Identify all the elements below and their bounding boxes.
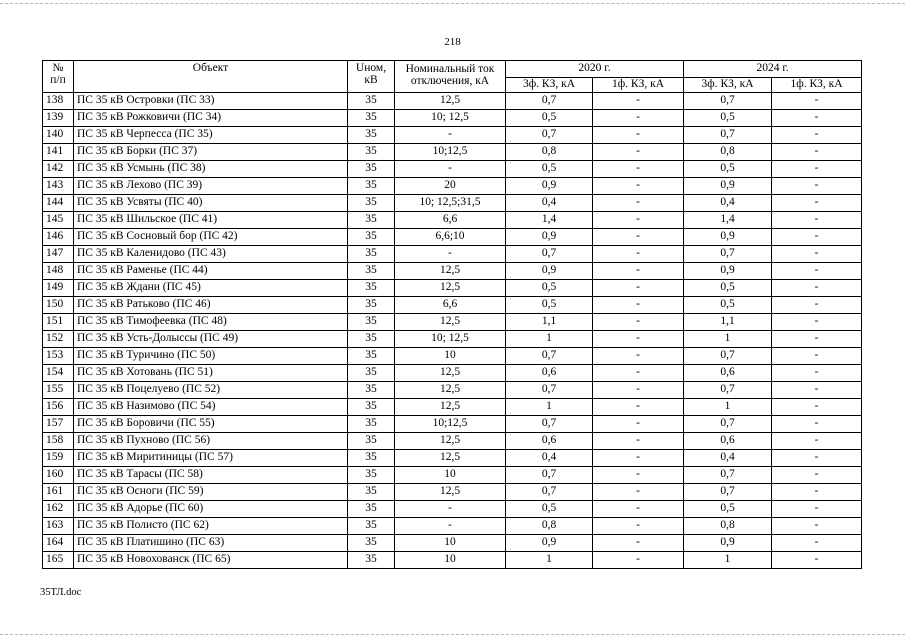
cell-2024-kz3: 0,5 <box>684 280 772 297</box>
cell-unom: 35 <box>348 263 395 280</box>
cell-rated-current: 12,5 <box>395 93 506 110</box>
cell-2020-kz1: - <box>593 314 684 331</box>
cell-2024-kz3: 0,9 <box>684 178 772 195</box>
cell-num: 159 <box>43 450 74 467</box>
cell-rated-current: 12,5 <box>395 314 506 331</box>
cell-2020-kz3: 0,7 <box>506 382 593 399</box>
cell-rated-current: 10 <box>395 348 506 365</box>
cell-unom: 35 <box>348 144 395 161</box>
cell-object: ПС 35 кВ Каленидово (ПС 43) <box>74 246 348 263</box>
cell-unom: 35 <box>348 297 395 314</box>
cell-object: ПС 35 кВ Пухново (ПС 56) <box>74 433 348 450</box>
cell-2024-kz1: - <box>772 433 862 450</box>
cell-rated-current: 12,5 <box>395 263 506 280</box>
cell-num: 156 <box>43 399 74 416</box>
cell-2024-kz1: - <box>772 382 862 399</box>
cell-rated-current: 12,5 <box>395 450 506 467</box>
cell-2024-kz3: 0,9 <box>684 263 772 280</box>
cell-rated-current: 6,6 <box>395 297 506 314</box>
cell-2020-kz3: 0,5 <box>506 110 593 127</box>
cell-2024-kz3: 0,7 <box>684 127 772 144</box>
header-year-2024: 2024 г. <box>684 61 862 78</box>
cell-object: ПС 35 кВ Ратьково (ПС 46) <box>74 297 348 314</box>
cell-2024-kz3: 0,5 <box>684 110 772 127</box>
table-body <box>43 93 862 569</box>
cell-2024-kz1: - <box>772 501 862 518</box>
cell-unom: 35 <box>348 110 395 127</box>
cell-2024-kz1: - <box>772 348 862 365</box>
cell-2024-kz1: - <box>772 314 862 331</box>
cell-2024-kz3: 0,7 <box>684 246 772 263</box>
cell-2024-kz3: 0,8 <box>684 518 772 535</box>
table-row <box>43 399 862 416</box>
cell-unom: 35 <box>348 314 395 331</box>
cell-unom: 35 <box>348 178 395 195</box>
header-2024-kz1: 1ф. КЗ, кА <box>772 78 862 93</box>
cell-2020-kz1: - <box>593 212 684 229</box>
cell-unom: 35 <box>348 229 395 246</box>
cell-num: 160 <box>43 467 74 484</box>
cell-num: 138 <box>43 93 74 110</box>
cell-object: ПС 35 кВ Осноги (ПС 59) <box>74 484 348 501</box>
cell-2024-kz1: - <box>772 365 862 382</box>
cell-2020-kz3: 0,7 <box>506 416 593 433</box>
cell-unom: 35 <box>348 127 395 144</box>
cell-2020-kz1: - <box>593 195 684 212</box>
cell-2020-kz1: - <box>593 365 684 382</box>
cell-2024-kz3: 0,7 <box>684 93 772 110</box>
cell-2024-kz3: 0,9 <box>684 229 772 246</box>
cell-2020-kz1: - <box>593 450 684 467</box>
table-row <box>43 93 862 110</box>
cell-2024-kz1: - <box>772 280 862 297</box>
cell-unom: 35 <box>348 348 395 365</box>
table-row <box>43 365 862 382</box>
cell-2024-kz3: 0,6 <box>684 433 772 450</box>
table-row <box>43 110 862 127</box>
cell-2024-kz1: - <box>772 263 862 280</box>
cell-unom: 35 <box>348 195 395 212</box>
table-row <box>43 552 862 569</box>
cell-2020-kz1: - <box>593 518 684 535</box>
cell-rated-current: 10; 12,5 <box>395 331 506 348</box>
cell-2024-kz1: - <box>772 212 862 229</box>
cell-2020-kz3: 0,9 <box>506 263 593 280</box>
cell-object: ПС 35 кВ Туричино (ПС 50) <box>74 348 348 365</box>
cell-2020-kz3: 0,7 <box>506 467 593 484</box>
cell-2020-kz3: 0,9 <box>506 178 593 195</box>
cell-2024-kz1: - <box>772 450 862 467</box>
cell-2020-kz1: - <box>593 229 684 246</box>
table-row <box>43 348 862 365</box>
header-object: Объект <box>74 61 348 93</box>
cell-num: 161 <box>43 484 74 501</box>
cell-2020-kz3: 1 <box>506 399 593 416</box>
cell-2020-kz3: 0,9 <box>506 229 593 246</box>
cell-2024-kz3: 1 <box>684 399 772 416</box>
cell-2024-kz1: - <box>772 161 862 178</box>
cell-2024-kz1: - <box>772 535 862 552</box>
cell-unom: 35 <box>348 280 395 297</box>
cell-2024-kz1: - <box>772 178 862 195</box>
cell-2020-kz1: - <box>593 416 684 433</box>
cell-2020-kz1: - <box>593 535 684 552</box>
cell-2020-kz3: 0,4 <box>506 450 593 467</box>
table-row <box>43 501 862 518</box>
cell-2024-kz1: - <box>772 331 862 348</box>
cell-unom: 35 <box>348 450 395 467</box>
cell-num: 148 <box>43 263 74 280</box>
cell-object: ПС 35 кВ Борки (ПС 37) <box>74 144 348 161</box>
cell-object: ПС 35 кВ Раменье (ПС 44) <box>74 263 348 280</box>
cell-rated-current: 10; 12,5 <box>395 110 506 127</box>
cell-rated-current: 20 <box>395 178 506 195</box>
cell-2024-kz1: - <box>772 399 862 416</box>
table-row <box>43 246 862 263</box>
cell-object: ПС 35 кВ Назимово (ПС 54) <box>74 399 348 416</box>
table-row <box>43 382 862 399</box>
cell-num: 154 <box>43 365 74 382</box>
cell-rated-current: 12,5 <box>395 433 506 450</box>
cell-2020-kz3: 0,4 <box>506 195 593 212</box>
cell-2020-kz1: - <box>593 178 684 195</box>
cell-rated-current: - <box>395 161 506 178</box>
cell-2024-kz1: - <box>772 93 862 110</box>
cell-num: 155 <box>43 382 74 399</box>
cell-2020-kz3: 0,7 <box>506 246 593 263</box>
cell-num: 150 <box>43 297 74 314</box>
cell-num: 141 <box>43 144 74 161</box>
cell-2020-kz1: - <box>593 144 684 161</box>
cell-2024-kz3: 0,7 <box>684 467 772 484</box>
cell-2024-kz1: - <box>772 416 862 433</box>
cell-2024-kz3: 0,5 <box>684 297 772 314</box>
cell-2024-kz1: - <box>772 467 862 484</box>
cell-2024-kz3: 0,9 <box>684 535 772 552</box>
page-number: 218 <box>444 36 461 48</box>
cell-rated-current: - <box>395 127 506 144</box>
cell-unom: 35 <box>348 212 395 229</box>
table-row <box>43 297 862 314</box>
table-row <box>43 229 862 246</box>
cell-2020-kz3: 1,1 <box>506 314 593 331</box>
cell-num: 164 <box>43 535 74 552</box>
cell-object: ПС 35 кВ Новохованск (ПС 65) <box>74 552 348 569</box>
cell-2020-kz1: - <box>593 331 684 348</box>
cell-2024-kz3: 0,7 <box>684 348 772 365</box>
cell-object: ПС 35 кВ Платишино (ПС 63) <box>74 535 348 552</box>
cell-2020-kz1: - <box>593 263 684 280</box>
table-row <box>43 263 862 280</box>
cell-rated-current: 12,5 <box>395 399 506 416</box>
table-row <box>43 484 862 501</box>
cell-num: 143 <box>43 178 74 195</box>
cell-2020-kz3: 0,7 <box>506 127 593 144</box>
table-row <box>43 433 862 450</box>
cell-unom: 35 <box>348 433 395 450</box>
header-num: № п/п <box>43 61 74 93</box>
cell-unom: 35 <box>348 399 395 416</box>
cell-unom: 35 <box>348 467 395 484</box>
cell-2024-kz1: - <box>772 246 862 263</box>
scan-edge-bottom <box>0 634 905 635</box>
cell-2020-kz1: - <box>593 93 684 110</box>
cell-object: ПС 35 кВ Поцелуево (ПС 52) <box>74 382 348 399</box>
cell-unom: 35 <box>348 416 395 433</box>
cell-unom: 35 <box>348 331 395 348</box>
scan-edge-top <box>0 3 905 4</box>
cell-rated-current: - <box>395 501 506 518</box>
cell-unom: 35 <box>348 484 395 501</box>
table-row <box>43 331 862 348</box>
cell-2024-kz1: - <box>772 552 862 569</box>
cell-num: 142 <box>43 161 74 178</box>
short-circuit-current-table <box>42 60 862 569</box>
cell-num: 153 <box>43 348 74 365</box>
table-row <box>43 280 862 297</box>
cell-unom: 35 <box>348 382 395 399</box>
cell-2024-kz3: 0,7 <box>684 382 772 399</box>
cell-object: ПС 35 кВ Лехово (ПС 39) <box>74 178 348 195</box>
cell-rated-current: 12,5 <box>395 280 506 297</box>
cell-num: 144 <box>43 195 74 212</box>
cell-num: 165 <box>43 552 74 569</box>
cell-2024-kz1: - <box>772 144 862 161</box>
cell-rated-current: 10;12,5 <box>395 144 506 161</box>
cell-2020-kz1: - <box>593 348 684 365</box>
cell-object: ПС 35 кВ Усть-Долыссы (ПС 49) <box>74 331 348 348</box>
cell-2024-kz3: 0,4 <box>684 450 772 467</box>
cell-2020-kz3: 0,6 <box>506 433 593 450</box>
cell-unom: 35 <box>348 246 395 263</box>
cell-2024-kz3: 1,4 <box>684 212 772 229</box>
cell-object: ПС 35 кВ Рожковичи (ПС 34) <box>74 110 348 127</box>
cell-2020-kz3: 1,4 <box>506 212 593 229</box>
cell-2020-kz1: - <box>593 552 684 569</box>
table-row <box>43 467 862 484</box>
cell-2024-kz3: 0,5 <box>684 501 772 518</box>
cell-num: 162 <box>43 501 74 518</box>
cell-rated-current: 6,6;10 <box>395 229 506 246</box>
cell-2024-kz3: 0,4 <box>684 195 772 212</box>
cell-unom: 35 <box>348 365 395 382</box>
cell-2024-kz1: - <box>772 297 862 314</box>
cell-2024-kz1: - <box>772 484 862 501</box>
cell-rated-current: 12,5 <box>395 484 506 501</box>
cell-2024-kz1: - <box>772 195 862 212</box>
cell-unom: 35 <box>348 161 395 178</box>
cell-rated-current: - <box>395 246 506 263</box>
cell-2020-kz3: 0,7 <box>506 484 593 501</box>
cell-num: 151 <box>43 314 74 331</box>
cell-object: ПС 35 кВ Ждани (ПС 45) <box>74 280 348 297</box>
cell-2020-kz1: - <box>593 161 684 178</box>
cell-2020-kz3: 0,5 <box>506 501 593 518</box>
header-2020-kz1: 1ф. КЗ, кА <box>593 78 684 93</box>
cell-object: ПС 35 кВ Островки (ПС 33) <box>74 93 348 110</box>
cell-rated-current: 6,6 <box>395 212 506 229</box>
cell-object: ПС 35 кВ Черпесса (ПС 35) <box>74 127 348 144</box>
cell-2020-kz1: - <box>593 297 684 314</box>
cell-object: ПС 35 кВ Усвяты (ПС 40) <box>74 195 348 212</box>
cell-2024-kz3: 0,7 <box>684 484 772 501</box>
cell-2020-kz1: - <box>593 399 684 416</box>
cell-object: ПС 35 кВ Адорье (ПС 60) <box>74 501 348 518</box>
cell-unom: 35 <box>348 501 395 518</box>
cell-rated-current: 10 <box>395 467 506 484</box>
cell-2020-kz3: 0,8 <box>506 518 593 535</box>
table-row <box>43 127 862 144</box>
cell-2020-kz1: - <box>593 501 684 518</box>
cell-num: 145 <box>43 212 74 229</box>
cell-rated-current: 12,5 <box>395 365 506 382</box>
table-row <box>43 518 862 535</box>
cell-rated-current: - <box>395 518 506 535</box>
cell-num: 139 <box>43 110 74 127</box>
cell-object: ПС 35 кВ Тарасы (ПС 58) <box>74 467 348 484</box>
cell-2020-kz3: 0,7 <box>506 93 593 110</box>
cell-2020-kz1: - <box>593 484 684 501</box>
cell-object: ПС 35 кВ Боровичи (ПС 55) <box>74 416 348 433</box>
cell-object: ПС 35 кВ Сосновый бор (ПС 42) <box>74 229 348 246</box>
cell-object: ПС 35 кВ Миритиницы (ПС 57) <box>74 450 348 467</box>
table-row <box>43 144 862 161</box>
cell-2020-kz1: - <box>593 280 684 297</box>
table-row <box>43 450 862 467</box>
cell-2024-kz3: 1 <box>684 552 772 569</box>
footer-filename: 35ТЛ.doc <box>40 587 82 598</box>
cell-num: 158 <box>43 433 74 450</box>
table-row <box>43 212 862 229</box>
header-2020-kz3: 3ф. КЗ, кА <box>506 78 593 93</box>
cell-num: 149 <box>43 280 74 297</box>
cell-object: ПС 35 кВ Полисто (ПС 62) <box>74 518 348 535</box>
cell-2024-kz3: 0,6 <box>684 365 772 382</box>
cell-2024-kz3: 1,1 <box>684 314 772 331</box>
table-row <box>43 416 862 433</box>
cell-2020-kz3: 0,9 <box>506 535 593 552</box>
cell-num: 146 <box>43 229 74 246</box>
cell-2024-kz1: - <box>772 229 862 246</box>
cell-2020-kz1: - <box>593 127 684 144</box>
table-row <box>43 314 862 331</box>
cell-object: ПС 35 кВ Хотовань (ПС 51) <box>74 365 348 382</box>
cell-2024-kz3: 0,7 <box>684 416 772 433</box>
cell-num: 147 <box>43 246 74 263</box>
cell-2020-kz1: - <box>593 382 684 399</box>
cell-2024-kz3: 0,5 <box>684 161 772 178</box>
cell-unom: 35 <box>348 93 395 110</box>
cell-num: 157 <box>43 416 74 433</box>
header-2024-kz3: 3ф. КЗ, кА <box>684 78 772 93</box>
cell-unom: 35 <box>348 535 395 552</box>
table-row <box>43 161 862 178</box>
cell-num: 163 <box>43 518 74 535</box>
cell-2020-kz1: - <box>593 467 684 484</box>
cell-2020-kz3: 0,6 <box>506 365 593 382</box>
cell-rated-current: 10 <box>395 552 506 569</box>
cell-2020-kz3: 0,5 <box>506 280 593 297</box>
header-unom: Uном, кВ <box>348 61 395 93</box>
cell-2024-kz3: 1 <box>684 331 772 348</box>
cell-object: ПС 35 кВ Усмынь (ПС 38) <box>74 161 348 178</box>
table-row <box>43 535 862 552</box>
cell-2024-kz1: - <box>772 110 862 127</box>
cell-num: 140 <box>43 127 74 144</box>
cell-rated-current: 10 <box>395 535 506 552</box>
cell-2024-kz1: - <box>772 127 862 144</box>
cell-2020-kz3: 0,8 <box>506 144 593 161</box>
cell-rated-current: 10; 12,5;31,5 <box>395 195 506 212</box>
cell-2020-kz3: 0,5 <box>506 161 593 178</box>
cell-2020-kz3: 0,7 <box>506 348 593 365</box>
table-header <box>43 61 862 93</box>
cell-object: ПС 35 кВ Шильское (ПС 41) <box>74 212 348 229</box>
cell-object: ПС 35 кВ Тимофеевка (ПС 48) <box>74 314 348 331</box>
cell-2020-kz1: - <box>593 433 684 450</box>
header-rated-current: Номинальный ток отключения, кА <box>395 61 506 93</box>
header-year-2020: 2020 г. <box>506 61 684 78</box>
cell-num: 152 <box>43 331 74 348</box>
cell-2024-kz3: 0,8 <box>684 144 772 161</box>
cell-2020-kz1: - <box>593 246 684 263</box>
cell-2020-kz3: 1 <box>506 331 593 348</box>
cell-2020-kz3: 1 <box>506 552 593 569</box>
cell-2020-kz1: - <box>593 110 684 127</box>
table-row <box>43 178 862 195</box>
cell-rated-current: 12,5 <box>395 382 506 399</box>
table-row <box>43 195 862 212</box>
cell-unom: 35 <box>348 518 395 535</box>
cell-2024-kz1: - <box>772 518 862 535</box>
cell-rated-current: 10;12,5 <box>395 416 506 433</box>
cell-unom: 35 <box>348 552 395 569</box>
cell-2020-kz3: 0,5 <box>506 297 593 314</box>
